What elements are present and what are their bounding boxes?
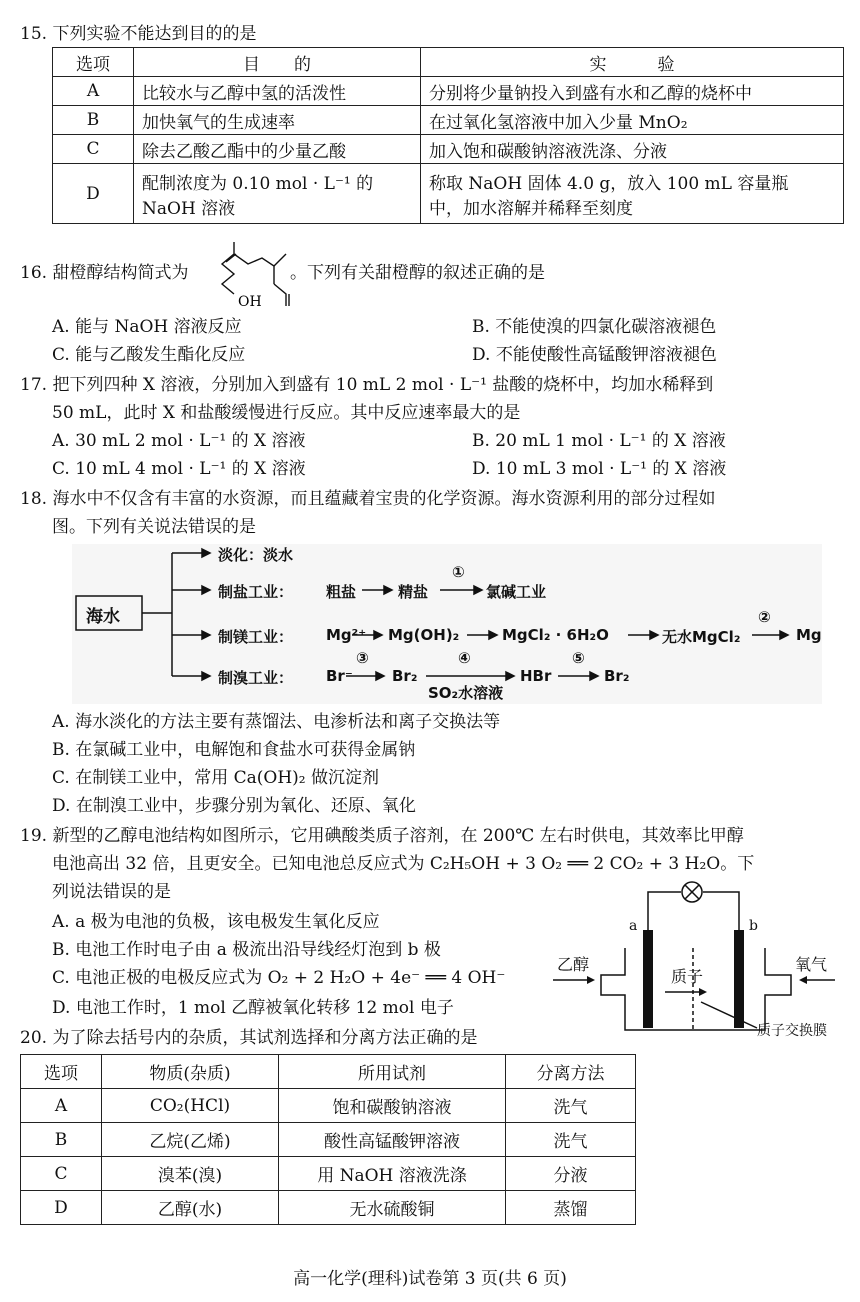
q17-option-a: A. 30 mL 2 mol · L⁻¹ 的 X 溶液: [52, 431, 306, 451]
q19-line1: 19. 新型的乙醇电池结构如图所示，它用碘酸类质子溶剂，在 200℃ 左右时供电，其效率比甲醇: [20, 826, 744, 846]
table-cell: B: [53, 106, 134, 135]
ethanol-inlet-label: 乙醇: [557, 955, 590, 974]
mg-ion: Mg²⁺: [326, 626, 367, 644]
table-cell: 无水硫酸铜: [279, 1191, 506, 1225]
q19-option-a: A. a 极为电池的负极，该电极发生氧化反应: [52, 912, 380, 932]
table-cell: 加快氧气的生成速率: [134, 106, 421, 135]
table-cell: D: [53, 164, 134, 224]
q15-header: 实 验: [421, 48, 844, 77]
mg-hydroxide: Mg(OH)₂: [388, 626, 460, 644]
refined-salt: 精盐: [398, 583, 429, 601]
bromine-2: Br₂: [604, 667, 630, 685]
bromine-1: Br₂: [392, 667, 418, 685]
so2-reagent: SO₂水溶液: [428, 684, 504, 702]
table-row: [21, 1089, 636, 1123]
q16-option-d: D. 不能使酸性高锰酸钾溶液褪色: [472, 345, 717, 365]
table-cell: 蒸馏: [506, 1191, 636, 1225]
table-row: [21, 1157, 636, 1191]
q17-line1: 17. 把下列四种 X 溶液，分别加入到盛有 10 mL 2 mol · L⁻¹ 盐酸的烧杯中，均加水稀释到: [20, 375, 714, 395]
q17-option-b: B. 20 mL 1 mol · L⁻¹ 的 X 溶液: [472, 431, 726, 451]
q20-header: 分离方法: [506, 1055, 636, 1089]
q15-table: [52, 47, 844, 224]
anhydrous-mgcl2: 无水MgCl₂: [662, 628, 741, 646]
q19-option-d: D. 电池工作时，1 mol 乙醇被氧化转移 12 mol 电子: [52, 998, 454, 1018]
table-cell: 饱和碳酸钠溶液: [279, 1089, 506, 1123]
cell-line: NaOH 溶液: [142, 198, 236, 219]
diagram-lines: [72, 544, 822, 704]
table-cell: 比较水与乙醇中氢的活泼性: [134, 77, 421, 106]
q18-option-a: A. 海水淡化的方法主要有蒸馏法、电渗析法和离子交换法等: [52, 712, 501, 732]
q17-option-c: C. 10 mL 4 mol · L⁻¹ 的 X 溶液: [52, 459, 306, 479]
q18-line1: 18. 海水中不仅含有丰富的水资源，而且蕴藏着宝贵的化学资源。海水资源利用的部分过程如: [20, 489, 716, 509]
table-cell: A: [21, 1089, 102, 1123]
q19-option-c: C. 电池正极的电极反应式为 O₂ + 2 H₂O + 4e⁻ ══ 4 OH⁻: [52, 968, 506, 988]
table-cell: A: [53, 77, 134, 106]
q15-header: 目 的: [134, 48, 421, 77]
q16-option-c: C. 能与乙酸发生酯化反应: [52, 345, 246, 365]
table-cell: 在过氧化氢溶液中加入少量 MnO₂: [421, 106, 844, 135]
page-footer: 高一化学(理科)试卷第 3 页(共 6 页): [293, 1269, 567, 1289]
proton-label: 质子: [671, 967, 704, 986]
electrode-a-label: a: [629, 918, 638, 934]
q18-option-b: B. 在氯碱工业中，电解饱和食盐水可获得金属钠: [52, 740, 416, 760]
table-cell: D: [21, 1191, 102, 1225]
step-4: ④: [458, 649, 471, 667]
table-cell: [134, 164, 421, 224]
table-cell: 加入饱和碳酸钠溶液洗涤、分液: [421, 135, 844, 164]
q20-header: 物质(杂质): [102, 1055, 279, 1089]
table-cell: 酸性高锰酸钾溶液: [279, 1123, 506, 1157]
cell-line: 称取 NaOH 固体 4.0 g，放入 100 mL 容量瓶: [429, 173, 789, 194]
step-5: ⑤: [572, 649, 585, 667]
table-cell: 乙烷(乙烯): [102, 1123, 279, 1157]
oh-label: OH: [238, 294, 262, 308]
table-cell: C: [21, 1157, 102, 1191]
table-cell: 用 NaOH 溶液洗涤: [279, 1157, 506, 1191]
cell-line: 中，加水溶解并稀释至刻度: [429, 198, 633, 219]
q16-stem-a: 16. 甜橙醇结构简式为: [20, 263, 189, 283]
step-3: ③: [356, 649, 369, 667]
table-row: [53, 164, 844, 224]
q18-line2: 图。下列有关说法错误的是: [52, 517, 256, 537]
cell-line: 配制浓度为 0.10 mol · L⁻¹ 的: [142, 173, 374, 194]
seawater-flow-diagram: [72, 544, 822, 704]
membrane-label: 质子交换膜: [757, 1023, 827, 1039]
mg-metal: Mg: [796, 626, 822, 644]
q18-option-c: C. 在制镁工业中，常用 Ca(OH)₂ 做沉淀剂: [52, 768, 380, 788]
q15-stem: 15. 下列实验不能达到目的的是: [20, 24, 257, 44]
q20-header: 选项: [21, 1055, 102, 1089]
table-row: [53, 77, 844, 106]
table-cell: 洗气: [506, 1123, 636, 1157]
table-cell: 分别将少量钠投入到盛有水和乙醇的烧杯中: [421, 77, 844, 106]
electrode-b-label: b: [749, 918, 758, 934]
table-cell: 溴苯(溴): [102, 1157, 279, 1191]
table-row: [21, 1123, 636, 1157]
table-cell: 洗气: [506, 1089, 636, 1123]
bromide-ion: Br⁻: [326, 667, 353, 685]
step-2: ②: [758, 608, 771, 626]
table-row: [53, 106, 844, 135]
q19-option-b: B. 电池工作时电子由 a 极流出沿导线经灯泡到 b 极: [52, 940, 441, 960]
table-cell: CO₂(HCl): [102, 1089, 279, 1123]
step-1: ①: [452, 563, 465, 581]
branch-salt-label: 制盐工业：: [218, 583, 294, 601]
hbr: HBr: [520, 667, 552, 685]
table-cell: 除去乙酸乙酯中的少量乙酸: [134, 135, 421, 164]
oxygen-inlet-label: 氧气: [795, 955, 828, 974]
table-cell: B: [21, 1123, 102, 1157]
q19-line3: 列说法错误的是: [52, 882, 171, 902]
q15-header: 选项: [53, 48, 134, 77]
q16-option-a: A. 能与 NaOH 溶液反应: [52, 317, 242, 337]
crude-salt: 粗盐: [326, 583, 357, 601]
q20-table: [20, 1054, 636, 1225]
q20-stem: 20. 为了除去括号内的杂质，其试剂选择和分离方法正确的是: [20, 1028, 478, 1048]
q20-header: 所用试剂: [279, 1055, 506, 1089]
table-cell: C: [53, 135, 134, 164]
q16-stem-b: 。下列有关甜橙醇的叙述正确的是: [290, 263, 545, 283]
q18-option-d: D. 在制溴工业中，步骤分别为氧化、还原、氧化: [52, 796, 416, 816]
mgcl2-hydrate: MgCl₂ · 6H₂O: [502, 626, 609, 644]
branch-desalination: 淡化：淡水: [218, 546, 294, 564]
terpene-structure-figure: [212, 240, 292, 308]
q17-line2: 50 mL，此时 X 和盐酸缓慢进行反应。其中反应速率最大的是: [52, 403, 521, 423]
fuel-cell-figure: [545, 880, 845, 1038]
table-cell: 分液: [506, 1157, 636, 1191]
table-row: [21, 1191, 636, 1225]
source-seawater: 海水: [86, 607, 120, 627]
table-cell: 乙醇(水): [102, 1191, 279, 1225]
q17-option-d: D. 10 mL 3 mol · L⁻¹ 的 X 溶液: [472, 459, 727, 479]
branch-br-label: 制溴工业：: [218, 669, 294, 687]
table-row: [53, 135, 844, 164]
q19-line2: 电池高出 32 倍，且更安全。已知电池总反应式为 C₂H₅OH + 3 O₂ ══ 2 CO₂ + 3 H₂O。下: [52, 854, 755, 874]
chlor-alkali: 氯碱工业: [486, 583, 547, 601]
branch-mg-label: 制镁工业：: [218, 628, 294, 646]
table-cell: [421, 164, 844, 224]
q16-option-b: B. 不能使溴的四氯化碳溶液褪色: [472, 317, 717, 337]
